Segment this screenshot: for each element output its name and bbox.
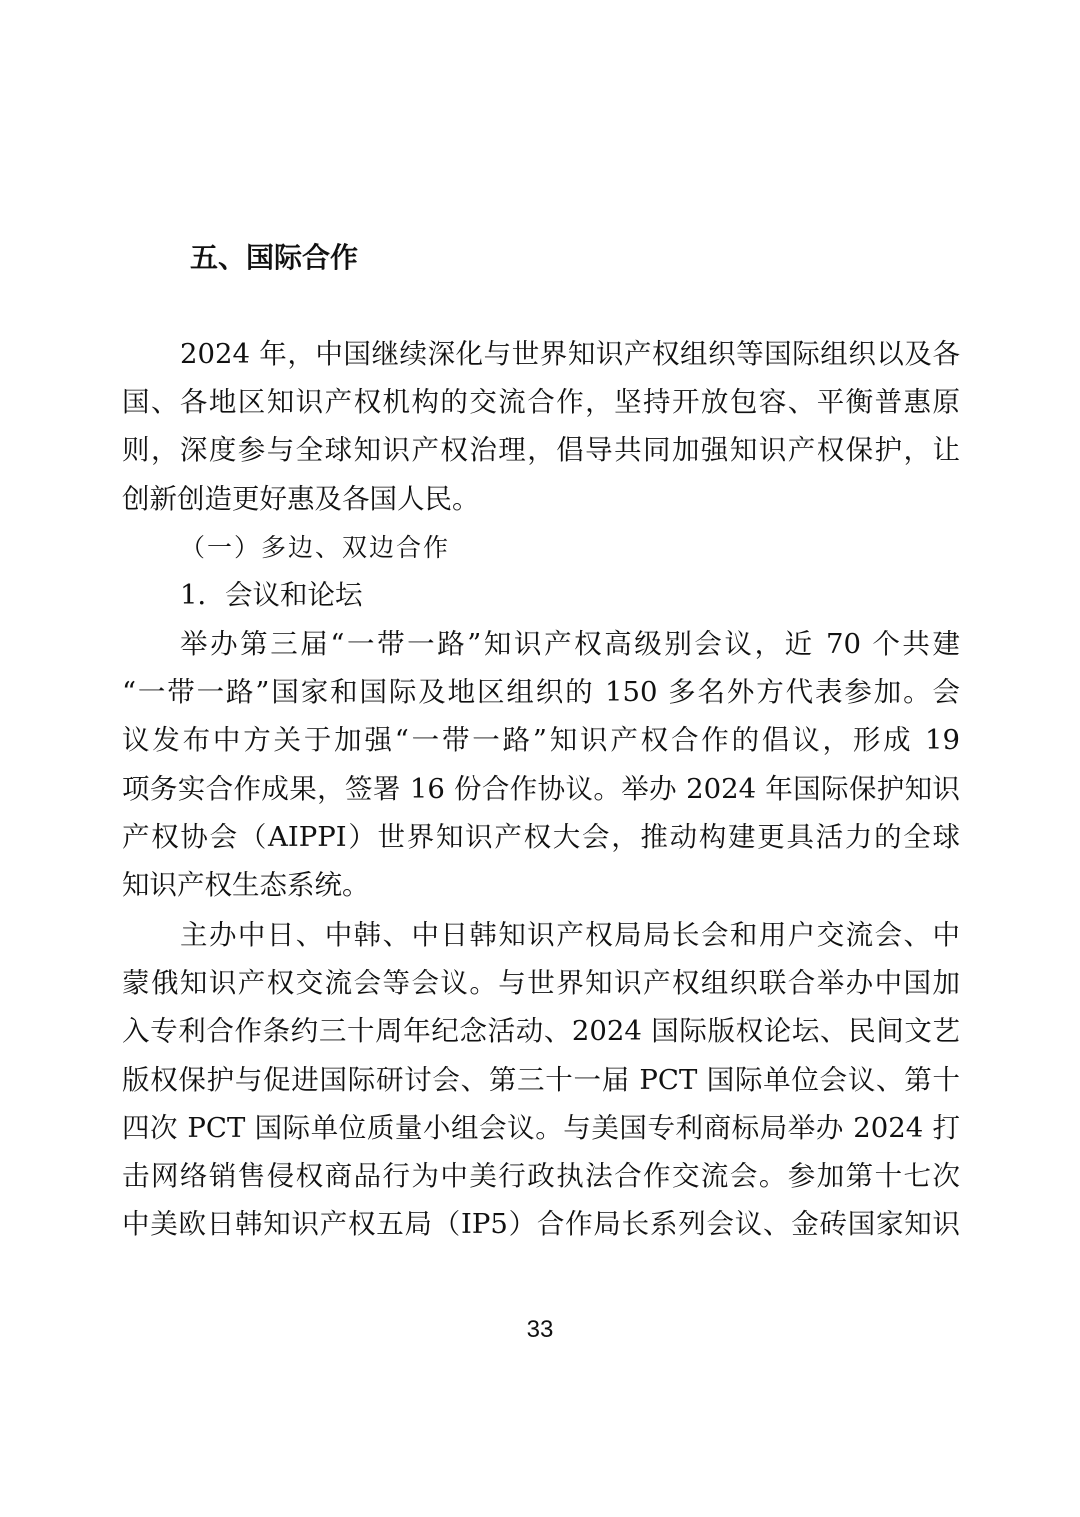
- paragraph-2-line-6: 击网络销售侵权商品行为中美行政执法合作交流会。参加第十七次: [122, 1160, 960, 1192]
- paragraph-1-line-1: 举办第三届“一带一路”知识产权高级别会议，近 70 个共建: [180, 628, 960, 660]
- paragraph-1-line-6: 知识产权生态系统。: [122, 869, 370, 901]
- paragraph-1-line-2: “一带一路”国家和国际及地区组织的 150 多名外方代表参加。会: [122, 676, 960, 708]
- subsubsection-heading: 1．会议和论坛: [180, 579, 363, 611]
- intro-line-3: 则，深度参与全球知识产权治理，倡导共同加强知识产权保护，让: [122, 434, 960, 466]
- paragraph-2-line-3: 入专利合作条约三十周年纪念活动、2024 国际版权论坛、民间文艺: [122, 1015, 960, 1047]
- paragraph-2-line-7: 中美欧日韩知识产权五局（IP5）合作局长系列会议、金砖国家知识: [122, 1208, 960, 1240]
- intro-line-2: 国、各地区知识产权机构的交流合作，坚持开放包容、平衡普惠原: [122, 386, 960, 418]
- paragraph-1-line-4: 项务实合作成果，签署 16 份合作协议。举办 2024 年国际保护知识: [122, 773, 960, 805]
- paragraph-1-line-5: 产权协会（AIPPI）世界知识产权大会，推动构建更具活力的全球: [122, 821, 960, 853]
- subsection-heading: （一）多边、双边合作: [180, 533, 451, 562]
- intro-line-1: 2024 年，中国继续深化与世界知识产权组织等国际组织以及各: [180, 338, 960, 370]
- paragraph-2-line-4: 版权保护与促进国际研讨会、第三十一届 PCT 国际单位会议、第十: [122, 1064, 960, 1096]
- intro-line-4: 创新创造更好惠及各国人民。: [122, 483, 480, 515]
- paragraph-2-line-1: 主办中日、中韩、中日韩知识产权局局长会和用户交流会、中: [180, 919, 960, 951]
- section-heading: 五、国际合作: [190, 241, 359, 274]
- paragraph-1-line-3: 议发布中方关于加强“一带一路”知识产权合作的倡议，形成 19: [122, 724, 960, 756]
- paragraph-2-line-2: 蒙俄知识产权交流会等会议。与世界知识产权组织联合举办中国加: [122, 967, 960, 999]
- page-number: 33: [526, 1316, 554, 1343]
- paragraph-2-line-5: 四次 PCT 国际单位质量小组会议。与美国专利商标局举办 2024 打: [122, 1112, 960, 1144]
